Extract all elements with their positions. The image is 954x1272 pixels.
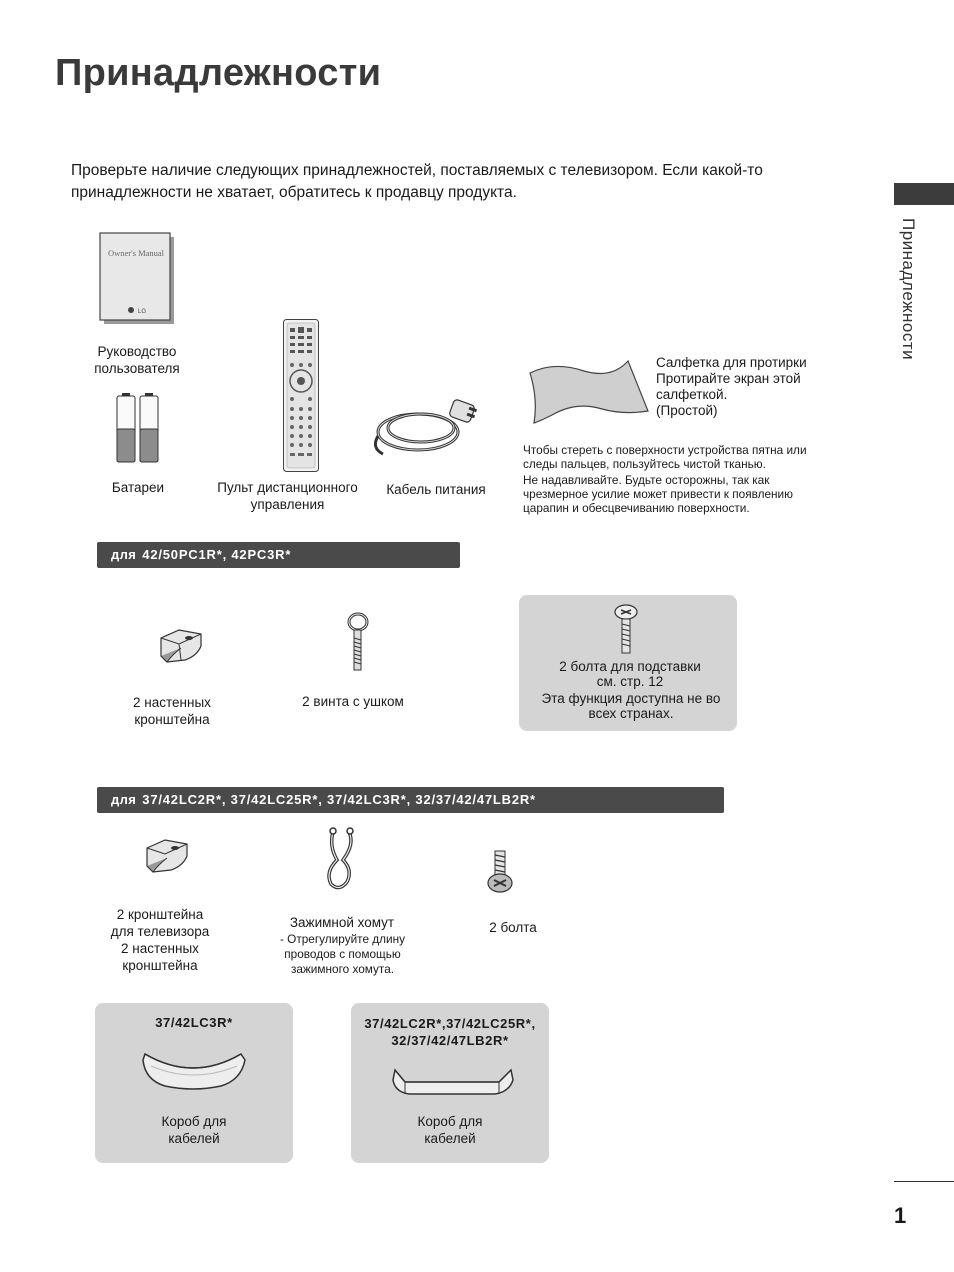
manual-caption: Руководство пользователя: [94, 344, 180, 376]
clamp-caption: Зажимной хомут: [289, 915, 395, 930]
tv-bracket-icon: [143, 836, 191, 876]
power-cable-icon: [373, 398, 483, 460]
stand-bolts-caption: 2 болта для подставки см. стр. 12: [559, 659, 701, 689]
cloth-note-2: Не надавливайте. Будьте осторожны, так как чрезмерное усилие может привести к появлению царапин и обесцвечиванию поверхности.: [523, 473, 793, 515]
wall-bracket-icon: [157, 626, 205, 666]
cable-box-2-models: 37/42LC2R*,37/42LC25R*, 32/37/42/47LB2R*: [364, 1016, 536, 1048]
page-number: 1: [894, 1203, 907, 1228]
section1-header: [97, 542, 460, 568]
section2-models: 37/42LC2R*, 37/42LC25R*, 37/42LC3R*, 32/37/42/47LB2R*: [142, 792, 536, 807]
side-tab-bar: [894, 183, 954, 205]
manual-cover-title: Owner's Manual: [107, 248, 165, 258]
cloth-icon: [524, 353, 651, 425]
bolt-icon: [486, 849, 514, 895]
eye-bolts-caption: 2 винта с ушком: [302, 694, 404, 709]
brackets-caption: 2 кронштейна для телевизора 2 настенных кронштейна: [110, 907, 210, 973]
section1-models: 42/50PC1R*, 42PC3R*: [142, 547, 292, 562]
page-number-rule: [894, 1181, 954, 1182]
batteries-icon: [115, 393, 161, 465]
cable-caption: Кабель питания: [386, 482, 486, 497]
cable-box-2-caption: Короб для кабелей: [417, 1114, 483, 1146]
cable-cover-straight-icon: [391, 1066, 515, 1100]
section2-prefix: для: [111, 792, 137, 807]
section1-prefix: для: [111, 547, 137, 562]
remote-caption: Пульт дистанционного управления: [217, 480, 358, 512]
manual-cover-logo: LG: [138, 309, 147, 315]
section2-header: [97, 787, 724, 813]
batteries-caption: Батареи: [111, 480, 165, 495]
cable-cover-curved-icon: [141, 1048, 247, 1092]
intro-text: Проверьте наличие следующих принадлежностей, поставляемых с телевизором. Если какой-то принадлежности не хватает, обратитесь к продавцу продукта.: [71, 162, 763, 201]
page-title: Принадлежности: [55, 52, 382, 94]
cable-box-1-models: 37/42LC3R*: [155, 1015, 233, 1030]
cloth-title: Салфетка для протирки Протирайте экран этой салфеткой. (Простой): [656, 355, 807, 418]
remote-icon: [283, 319, 320, 473]
stand-bolt-icon: [613, 604, 639, 656]
wall-brackets-caption: 2 настенных кронштейна: [133, 695, 211, 727]
cable-box-1-caption: Короб для кабелей: [161, 1114, 227, 1146]
cloth-note-1: Чтобы стереть с поверхности устройства пятна или следы пальцев, пользуйтесь чистой тканью.: [523, 443, 807, 471]
stand-bolts-note: Эта функция доступна не во всех странах.: [541, 691, 721, 721]
bolts-caption: 2 болта: [489, 920, 537, 935]
eye-bolt-icon: [346, 612, 372, 672]
cable-clamp-icon: [323, 826, 363, 892]
side-tab-label: Принадлежности: [899, 218, 918, 361]
clamp-note: - Отрегулируйте длину проводов с помощью зажимного хомута.: [279, 932, 406, 976]
manual-icon: [100, 233, 175, 325]
